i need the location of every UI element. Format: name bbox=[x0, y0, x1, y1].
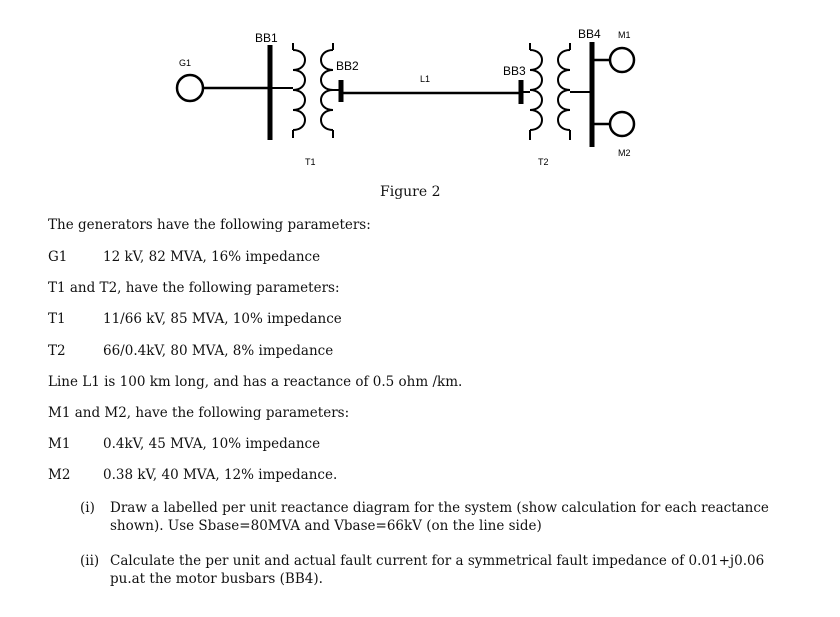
m2-value: 0.38 kV, 40 MVA, 12% impedance. bbox=[103, 467, 338, 483]
single-line-diagram bbox=[0, 0, 840, 210]
generator-g1-symbol bbox=[177, 75, 203, 101]
label-t1: T1 bbox=[305, 157, 316, 167]
question-number: (ii) bbox=[80, 553, 100, 569]
label-bb1: BB1 bbox=[255, 31, 278, 45]
transformers-intro: T1 and T2, have the following parameters: bbox=[48, 280, 340, 296]
m1-code: M1 bbox=[48, 436, 71, 452]
g1-code: G1 bbox=[48, 249, 68, 265]
t1-params bbox=[48, 311, 342, 327]
t2-value: 66/0.4kV, 80 MVA, 8% impedance bbox=[103, 343, 334, 359]
question-number: (i) bbox=[80, 500, 95, 516]
question-1 bbox=[80, 499, 770, 535]
label-t2: T2 bbox=[538, 157, 549, 167]
motor-m1-symbol bbox=[610, 48, 634, 72]
transformer-t1-symbol bbox=[293, 43, 341, 138]
label-g1: G1 bbox=[179, 58, 192, 68]
label-bb3: BB3 bbox=[503, 64, 526, 78]
t1-code: T1 bbox=[48, 311, 66, 327]
transformer-t2-symbol bbox=[521, 43, 592, 140]
question-2 bbox=[80, 552, 770, 588]
label-l1: L1 bbox=[420, 74, 431, 84]
m1-params bbox=[48, 436, 320, 452]
line-l1-params: Line L1 is 100 km long, and has a reactance of 0.5 ohm /km. bbox=[48, 374, 463, 390]
g1-params bbox=[48, 249, 320, 265]
t2-code: T2 bbox=[48, 343, 66, 359]
m1-value: 0.4kV, 45 MVA, 10% impedance bbox=[103, 436, 321, 452]
t1-value: 11/66 kV, 85 MVA, 10% impedance bbox=[103, 311, 342, 327]
label-m1: M1 bbox=[618, 30, 631, 40]
figure-caption: Figure 2 bbox=[380, 184, 441, 200]
label-bb2: BB2 bbox=[336, 59, 359, 73]
m2-params bbox=[48, 467, 337, 483]
g1-value: 12 kV, 82 MVA, 16% impedance bbox=[103, 249, 321, 265]
question-text: Draw a labelled per unit reactance diagram for the system (show calculation for each reactance shown). Use Sbase=80MVA and Vbase=66kV (on the line side) bbox=[110, 500, 769, 534]
motor-m2-symbol bbox=[610, 112, 634, 136]
t2-params bbox=[48, 343, 333, 359]
label-m2: M2 bbox=[618, 148, 631, 158]
question-text: Calculate the per unit and actual fault current for a symmetrical fault impedance of 0.01+j0.06 pu.at the motor busbars (BB4). bbox=[110, 553, 765, 587]
motors-intro: M1 and M2, have the following parameters: bbox=[48, 405, 350, 421]
generators-intro: The generators have the following parameters: bbox=[48, 217, 371, 233]
m2-code: M2 bbox=[48, 467, 71, 483]
label-bb4: BB4 bbox=[578, 27, 601, 41]
